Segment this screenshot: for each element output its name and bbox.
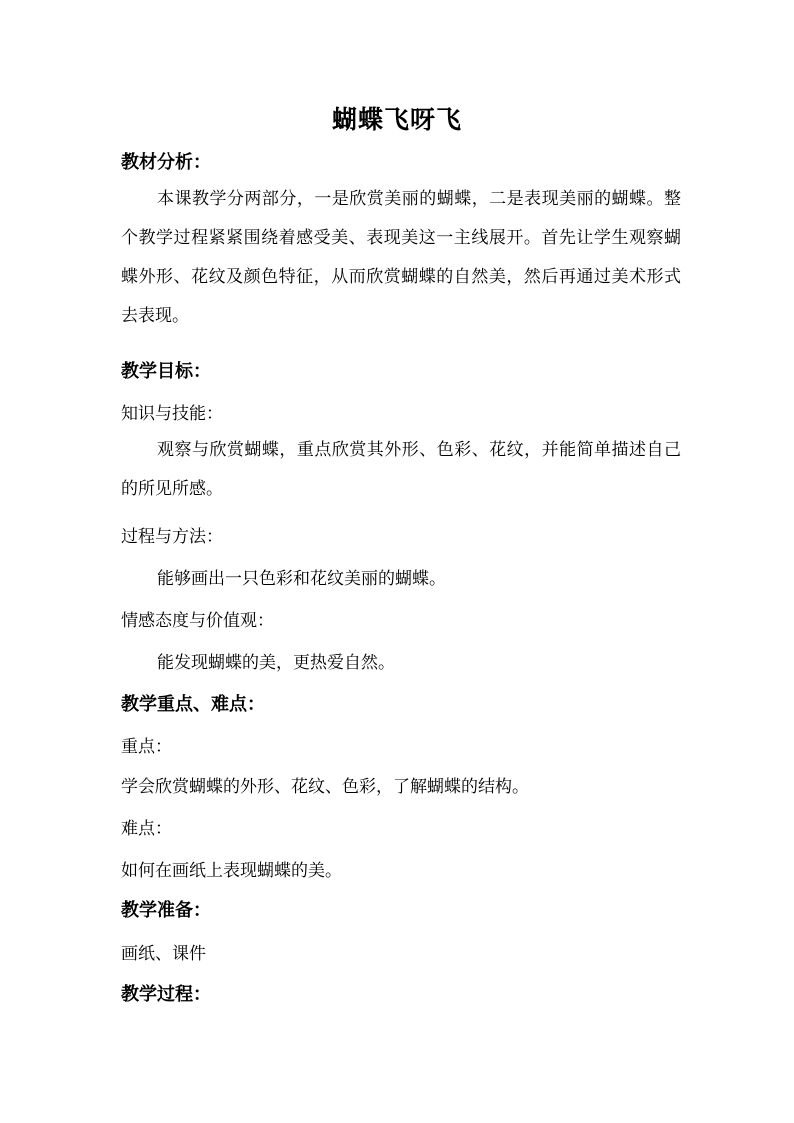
heading-teaching-process: 教学过程： (121, 984, 211, 1005)
label-key-point: 重点： (121, 737, 172, 757)
heading-key-difficult-points: 教学重点、难点： (121, 694, 265, 715)
label-process-methods: 过程与方法： (121, 527, 223, 547)
label-difficult-point: 难点： (121, 819, 172, 839)
heading-teaching-preparation: 教学准备： (121, 900, 211, 921)
text-key-point: 学会欣赏蝴蝶的外形、花纹、色彩，了解蝴蝶的结构。 (121, 777, 529, 797)
text-knowledge-skills: 观察与欣赏蝴蝶，重点欣赏其外形、色彩、花纹，并能简单描述自己的所见所感。 (121, 440, 681, 499)
text-process-methods: 能够画出一只色彩和花纹美丽的蝴蝶。 (157, 569, 446, 589)
text-teaching-preparation: 画纸、课件 (121, 944, 206, 964)
text-difficult-point: 如何在画纸上表现蝴蝶的美。 (121, 861, 342, 881)
heading-material-analysis: 教材分析： (121, 152, 211, 173)
paragraph-material-analysis: 本课教学分两部分，一是欣赏美丽的蝴蝶，二是表现美丽的蝴蝶。整个教学过程紧紧围绕着感受美、表现美这一主线展开。首先让学生观察蝴蝶外形、花纹及颜色特征，从而欣赏蝴蝶的自然美，然后再通过美术形式去表现。 (121, 189, 681, 326)
label-knowledge-skills: 知识与技能： (121, 404, 223, 424)
document-title: 蝴蝶飞呀飞 (331, 105, 462, 134)
text-emotion-values: 能发现蝴蝶的美，更热爱自然。 (157, 653, 395, 673)
label-emotion-values: 情感态度与价值观： (121, 611, 274, 631)
heading-teaching-goals: 教学目标： (121, 361, 211, 382)
